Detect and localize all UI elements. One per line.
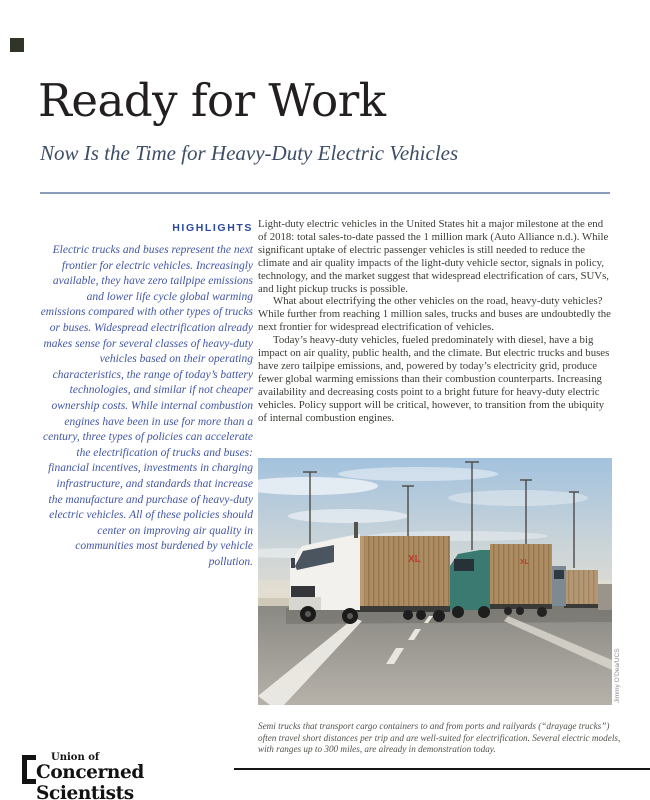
org-logo [22, 751, 242, 800]
page-title: Ready for Work [38, 74, 386, 127]
container-truck-1 [354, 536, 450, 622]
body-paragraph-3: Today’s heavy-duty vehicles, fueled predominately with diesel, have a big impact on air quality, public health, and the climate. But electric trucks and buses have zero tailpipe emissions, and, powered by today’s electricity grid, produce fewer global warming emissions than their combustion counterparts. Increasing availability and decreasing costs point to a bright future for heavy-duty electric vehicles. Policy support will be critical, however, to transition from the ubiquity of internal combustion engines. [258, 334, 610, 424]
org-name-line2: Concerned Scientists [36, 762, 144, 800]
teal-truck-cab [450, 550, 490, 618]
body-paragraph-2: What about electrifying the other vehicles on the road, heavy-duty vehicles? While further from reaching 1 million sales, trucks and buses are undoubtedly the next frontier for widespread electrification of vehicles. [258, 295, 611, 334]
bracket-icon [22, 755, 36, 784]
trucks-photo-illustration [258, 458, 612, 705]
container-truck-2 [490, 544, 552, 617]
trucks-photo [258, 458, 612, 705]
highlights-sidebar [40, 222, 253, 570]
body-paragraph-1: Light-duty electric vehicles in the United States hit a major milestone at the end of 2018: total sales-to-date passed the 1 million mark (Auto Alliance n.d.). While significant uptake of electric passenger vehicles is still needed to reduce the climate and air quality impacts of the light-duty vehicle sector, signals in policy, technology, and the market suggest that widespread electrification of cars, SUVs, and light pickup trucks is possible. [258, 218, 609, 295]
photo-caption: Semi trucks that transport cargo containers to and from ports and railyards (“drayage trucks”) often travel short distances per trip and are well-suited for electrification. Several electric models, with ranges up to 300 miles, are already in demonstration today. [258, 721, 621, 755]
container-logo: XL [408, 554, 421, 565]
title-divider-rule [40, 192, 610, 194]
highlights-heading: HIGHLIGHTS [172, 222, 253, 234]
photo-credit: Jimmy O’Dea/UCS [614, 648, 621, 703]
article-body [258, 218, 614, 425]
container-logo: XL [520, 559, 529, 566]
footer-rule [234, 768, 650, 770]
highlights-text: Electric trucks and buses represent the next frontier for electric vehicles. Increasingly available, they have zero tailpipe emissions and lower life cycle global warming emissions compared with other types of trucks or buses. Widespread electrification already makes sense for several classes of heavy-duty vehicles based on their operating characteristics, the range of today’s battery technologies, and similar if not cheaper ownership costs. While internal combustion engines have been in use for more than a century, three types of policies can accelerate the electrification of trucks and buses: financial incentives, investments in charging infrastructure, and standards that increase the manufacture and purchase of heavy-duty electric vehicles. All of these policies should center on improving air quality in communities most burdened by vehicle pollution. [40, 244, 253, 568]
org-name-line1: Union of [51, 752, 100, 763]
brand-square [10, 38, 24, 52]
page-subtitle: Now Is the Time for Heavy-Duty Electric Vehicles [40, 141, 459, 165]
